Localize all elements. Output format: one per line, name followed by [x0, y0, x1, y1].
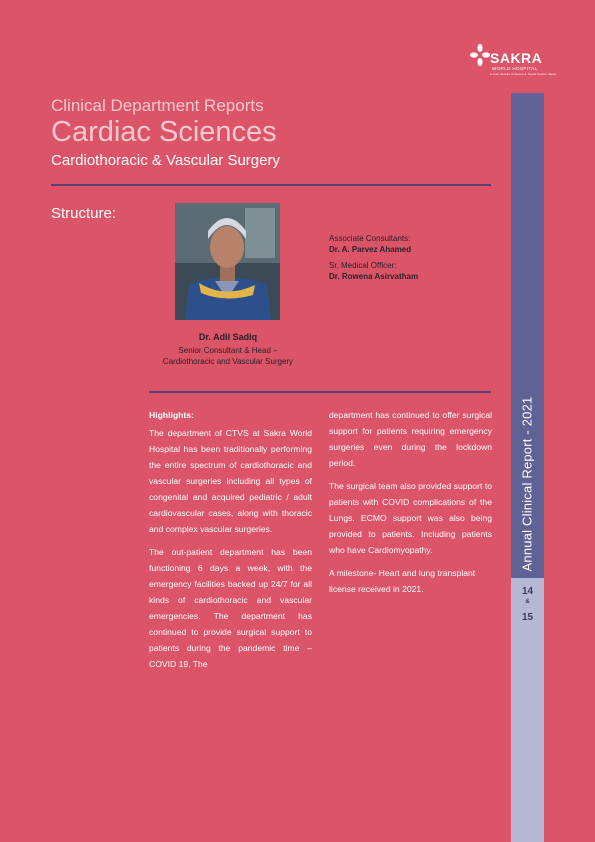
logo-brand-text: SAKRA [490, 50, 543, 66]
structure-label: Structure: [51, 205, 117, 222]
body-paragraph: A milestone- Heart and lung transplant license received in 2021. [329, 568, 476, 594]
page-number-ampersand: & [525, 599, 530, 605]
annual-report-label: Annual Clinical Report - 2021 [519, 396, 535, 572]
body-paragraph: The department of CTVS at Sakra World Hospital has been traditionally performing the entire spectrum of cardiothoracic and vascular surgeries including all types of congenital and acquired pediatric / adult cardiovascular cases, along with thoracic and complex vascular surgeries. [149, 428, 312, 534]
logo-subtitle: WORLD HOSPITAL [492, 66, 538, 71]
highlights-heading: Highlights: [149, 410, 194, 420]
page-number-left: 14 [521, 586, 534, 597]
sakra-logo [470, 42, 557, 82]
doctor-name: Dr. Adil Sadiq [198, 332, 258, 342]
doctor-title: Senior Consultant & Head – Cardiothoracic and Vascular Surgery [162, 346, 294, 366]
associate-consultants-label: Associate Consultants: [329, 234, 411, 243]
body-paragraph: The surgical team also provided support to patients with COVID complications of the Lungs. ECMO support was also being provided to patients. Including patients who have Cardiomyopathy. [329, 481, 492, 555]
body-column-left [149, 407, 312, 679]
divider-top [51, 184, 491, 186]
body-paragraph: department has continued to offer surgical support for patients requiring emergency surgeries even during the lockdown period. [329, 410, 492, 468]
divider-middle [149, 391, 491, 393]
body-column-right [329, 407, 492, 604]
page-subtitle: Cardiothoracic & Vascular Surgery [51, 152, 280, 169]
page-title: Cardiac Sciences [51, 116, 277, 148]
sakra-flower-icon [470, 44, 490, 66]
page-number-right: 15 [521, 612, 534, 623]
senior-medical-officer-label: Sr. Medical Officer: [329, 261, 397, 270]
section-heading: Clinical Department Reports [51, 96, 264, 115]
logo-tagline: A Joint Venture of Secom & Toyota Tsusho, Japan [490, 72, 557, 76]
body-paragraph: The out-patient department has been functioning 6 days a week, with the emergency facilities backed up 24/7 for all kinds of cardiothoracic and vascular emergencies. The department has continued to provide surgical support to patients during the pandemic time – COVID 19. The [149, 547, 312, 669]
doctor-photo [175, 203, 280, 320]
senior-medical-officer-name: Dr. Rowena Asirvatham [329, 272, 419, 281]
associate-consultant-name: Dr. A. Parvez Ahamed [329, 245, 412, 254]
